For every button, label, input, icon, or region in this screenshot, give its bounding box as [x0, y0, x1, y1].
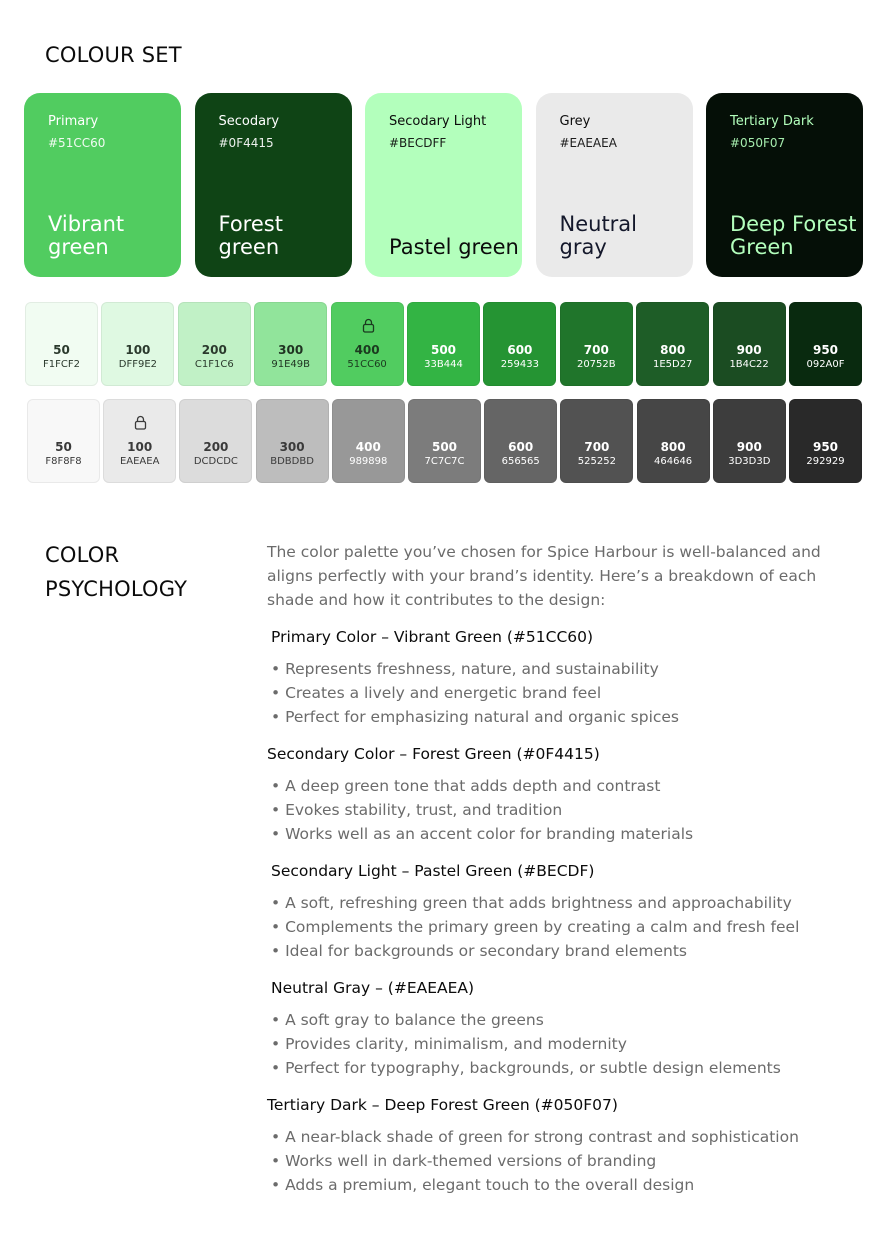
swatch-700	[560, 302, 633, 386]
swatch-400	[331, 302, 404, 386]
swatch-step: 400	[354, 343, 380, 357]
swatch-hex: 91E49B	[271, 359, 310, 370]
lock-icon	[362, 318, 375, 333]
card-name: Primary	[48, 114, 99, 129]
card-name: Secodary	[218, 114, 280, 129]
psychology-intro: The color palette you’ve chosen for Spice Harbour is well-balanced and aligns perfectly with your brand’s identity. Here’s a breakdown of each shade and how it contributes to the design:	[267, 543, 821, 609]
card-desc: Forest green	[218, 212, 283, 259]
swatch-step: 50	[55, 440, 72, 454]
psychology-heading: Neutral Gray – (#EAEAEA)	[271, 979, 475, 997]
colour-card-secondary-light	[365, 93, 522, 277]
swatch-step: 950	[812, 343, 839, 357]
psychology-bullet: • A soft, refreshing green that adds brightness and approachability	[271, 894, 792, 912]
swatch-step: 300	[279, 440, 305, 454]
colour-card-tertiary-dark	[706, 93, 863, 277]
card-desc: Vibrant green	[48, 212, 125, 259]
swatch-step: 100	[125, 343, 151, 357]
swatch-hex: 20752B	[576, 359, 616, 370]
swatch-hex: 292929	[806, 456, 845, 467]
swatch-hex: 51CC60	[347, 359, 387, 370]
card-desc: Pastel green	[389, 235, 519, 259]
psychology-bullet: • Represents freshness, nature, and sustainability	[271, 660, 659, 678]
swatch-hex: F1FCF2	[43, 359, 80, 370]
swatch-step: 700	[584, 440, 610, 454]
psychology-bullet: • Works well in dark-themed versions of branding	[271, 1152, 657, 1170]
swatch-step: 200	[201, 343, 227, 357]
swatch-step: 100	[127, 440, 153, 454]
swatch-800	[636, 302, 709, 386]
color-psychology-title: COLOR PSYCHOLOGY	[45, 543, 188, 601]
swatch-50	[27, 399, 100, 483]
swatch-step: 50	[53, 343, 70, 357]
swatch-hex: 1B4C22	[729, 359, 769, 370]
colour-card-grey	[536, 93, 693, 277]
swatch-step: 200	[203, 440, 229, 454]
psychology-section-neutral-gray	[271, 976, 851, 1080]
psychology-heading: Tertiary Dark – Deep Forest Green (#050F07)	[267, 1096, 618, 1114]
psychology-bullet: • Perfect for emphasizing natural and organic spices	[271, 708, 680, 726]
psychology-bullet: • A near-black shade of green for strong contrast and sophistication	[271, 1128, 799, 1146]
swatch-600	[484, 399, 557, 483]
swatch-step: 800	[660, 440, 686, 454]
swatch-900	[713, 399, 786, 483]
card-name: Tertiary Dark	[730, 114, 814, 129]
gray-scale-row	[27, 399, 862, 483]
swatch-50	[25, 302, 98, 386]
swatch-step: 950	[812, 440, 839, 454]
swatch-100	[103, 399, 176, 483]
colour-cards	[24, 93, 863, 277]
psychology-bullet: • A deep green tone that adds depth and contrast	[271, 777, 661, 795]
swatch-800	[637, 399, 710, 483]
swatch-hex: 33B444	[424, 359, 463, 370]
card-hex: #BECDFF	[389, 136, 447, 150]
swatch-step: 700	[583, 343, 609, 357]
swatch-hex: 464646	[654, 456, 693, 467]
psychology-heading: Secondary Light – Pastel Green (#BECDF)	[271, 862, 595, 880]
swatch-700	[560, 399, 633, 483]
card-hex: #EAEAEA	[559, 136, 617, 150]
psychology-bullet: • Provides clarity, minimalism, and modernity	[271, 1035, 627, 1053]
psychology-bullet: • A soft gray to balance the greens	[271, 1011, 544, 1029]
swatch-step: 600	[508, 440, 534, 454]
card-name: Secodary Light	[389, 114, 487, 129]
psychology-bullet: • Works well as an accent color for branding materials	[271, 825, 694, 843]
psychology-bullet: • Perfect for typography, backgrounds, or subtle design elements	[271, 1059, 781, 1077]
swatch-100	[101, 302, 174, 386]
swatch-hex: BDBDBD	[270, 456, 314, 467]
green-scale-row	[25, 302, 862, 386]
swatch-hex: 259433	[500, 359, 539, 370]
swatch-500	[407, 302, 480, 386]
swatch-hex: 7C7C7C	[424, 456, 465, 467]
swatch-step: 900	[736, 343, 762, 357]
card-hex: #51CC60	[48, 136, 106, 150]
swatch-step: 900	[736, 440, 762, 454]
swatch-hex: 525252	[577, 456, 616, 467]
psychology-section-primary	[271, 625, 851, 729]
colour-card-secondary	[195, 93, 352, 277]
swatch-300	[256, 399, 329, 483]
swatch-400	[332, 399, 405, 483]
swatch-hex: EAEAEA	[119, 456, 160, 467]
swatch-hex: 1E5D27	[652, 359, 693, 370]
card-hex: #050F07	[730, 136, 786, 150]
swatch-step: 500	[430, 343, 457, 357]
card-name: Grey	[559, 114, 591, 129]
swatch-hex: 656565	[501, 456, 540, 467]
swatch-step: 500	[431, 440, 458, 454]
swatch-step: 300	[278, 343, 304, 357]
swatch-500	[408, 399, 481, 483]
swatch-hex: DFF9E2	[118, 359, 158, 370]
swatch-950	[789, 399, 862, 483]
psychology-section-secondary	[267, 742, 847, 846]
swatch-hex: 3D3D3D	[728, 456, 771, 467]
colour-card-primary	[24, 93, 181, 277]
swatch-300	[254, 302, 327, 386]
swatch-hex: F8F8F8	[45, 456, 82, 467]
psychology-bullet: • Ideal for backgrounds or secondary brand elements	[271, 942, 687, 960]
swatch-step: 400	[355, 440, 381, 454]
lock-icon	[134, 415, 147, 430]
psychology-bullet: • Adds a premium, elegant touch to the overall design	[271, 1176, 695, 1194]
card-hex: #0F4415	[218, 136, 274, 150]
psychology-section-secondary-light	[271, 859, 851, 963]
psychology-heading: Secondary Color – Forest Green (#0F4415)	[267, 745, 600, 763]
swatch-hex: 989898	[349, 456, 388, 467]
colour-set-title: COLOUR SET	[45, 43, 182, 67]
swatch-200	[179, 399, 252, 483]
swatch-step: 600	[507, 343, 533, 357]
psychology-bullet: • Evokes stability, trust, and tradition	[271, 801, 563, 819]
swatch-950	[789, 302, 862, 386]
swatch-900	[713, 302, 786, 386]
psychology-bullet: • Creates a lively and energetic brand feel	[271, 684, 602, 702]
card-desc: Neutral gray	[559, 212, 638, 259]
psychology-bullet: • Complements the primary green by creating a calm and fresh feel	[271, 918, 800, 936]
psychology-section-tertiary-dark	[267, 1093, 847, 1197]
swatch-200	[178, 302, 251, 386]
card-desc: Deep Forest Green	[730, 212, 857, 259]
swatch-hex: C1F1C6	[194, 359, 234, 370]
swatch-600	[483, 302, 556, 386]
psychology-heading: Primary Color – Vibrant Green (#51CC60)	[271, 628, 594, 646]
swatch-hex: 092A0F	[806, 359, 845, 370]
swatch-step: 800	[660, 343, 686, 357]
swatch-hex: DCDCDC	[193, 456, 238, 467]
